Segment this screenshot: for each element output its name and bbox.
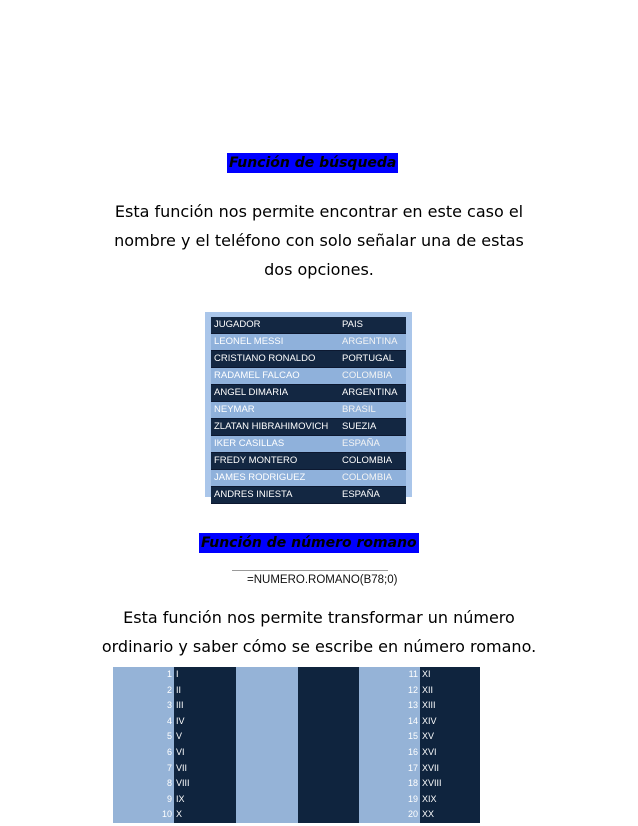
player-name-cell: ANGEL DIMARIA: [211, 385, 339, 402]
roman-numeral-cell: V: [176, 731, 183, 742]
table-row: [211, 334, 406, 351]
heading-romano: Función de número romano: [201, 535, 417, 551]
table-row: [211, 453, 406, 470]
player-name-cell: JAMES RODRIGUEZ: [211, 470, 339, 487]
roman-numeral-cell: IV: [176, 715, 185, 726]
roman-numeral-cell: I: [176, 669, 179, 679]
table-row: [211, 436, 406, 453]
player-country-cell: BRASIL: [339, 402, 406, 419]
player-country-cell: ARGENTINA: [339, 334, 406, 351]
player-country-cell: ESPAÑA: [339, 487, 406, 504]
table-row: [211, 487, 406, 504]
player-country-cell: ARGENTINA: [339, 385, 406, 402]
roman-number-cell: 17: [407, 762, 418, 773]
roman-number-cell: 3: [166, 700, 172, 711]
player-country-cell: COLOMBIA: [339, 453, 406, 470]
roman-col-left-romans: [174, 667, 236, 823]
roman-numeral-cell: XI: [422, 669, 431, 679]
roman-numeral-cell: XIX: [422, 793, 437, 804]
roman-numeral-cell: XVI: [422, 746, 437, 757]
formula-text: =NUMERO.ROMANO(B78;0): [247, 574, 398, 586]
player-name-cell: LEONEL MESSI: [211, 334, 339, 351]
table-row: [211, 368, 406, 385]
table-row: [211, 351, 406, 368]
table-row: [211, 385, 406, 402]
formula-bar-divider: [232, 570, 388, 571]
roman-number-cell: 14: [407, 715, 418, 726]
players-header-row: [211, 317, 406, 334]
roman-numeral-cell: III: [176, 700, 184, 711]
paragraph-line: Esta función nos permite transformar un número: [123, 608, 515, 627]
roman-number-cell: 19: [407, 793, 418, 804]
paragraph-busqueda: [0, 197, 638, 284]
players-table-body: [211, 317, 406, 504]
players-table: [211, 317, 406, 504]
roman-col-empty: [236, 667, 298, 823]
roman-number-cell: 4: [166, 715, 172, 726]
roman-numeral-cell: VIII: [176, 778, 190, 789]
roman-number-cell: 5: [166, 731, 172, 742]
roman-number-cell: 8: [166, 778, 172, 789]
player-name-cell: ZLATAN HIBRAHIMOVICH: [211, 419, 339, 436]
roman-number-cell: 20: [407, 809, 418, 820]
roman-number-cell: 12: [407, 684, 418, 695]
roman-col-right-romans: [420, 667, 480, 823]
heading-busqueda: Función de búsqueda: [229, 155, 397, 171]
paragraph-line: nombre y el teléfono con solo señalar una de estas: [114, 231, 524, 250]
roman-number-cell: 9: [166, 793, 172, 804]
roman-col-left-numbers: [113, 667, 174, 823]
roman-numeral-cell: XV: [422, 731, 435, 742]
player-country-cell: COLOMBIA: [339, 470, 406, 487]
player-name-cell: NEYMAR: [211, 402, 339, 419]
roman-col-empty: [298, 667, 359, 823]
roman-numeral-cell: XVIII: [422, 778, 442, 789]
paragraph-line: dos opciones.: [264, 260, 374, 279]
roman-numeral-cell: X: [176, 809, 183, 820]
roman-numeral-cell: XVII: [422, 762, 440, 773]
player-country-cell: SUEZIA: [339, 419, 406, 436]
roman-numeral-cell: XII: [422, 684, 434, 695]
roman-numeral-cell: XIII: [422, 700, 436, 711]
player-name-cell: ANDRES INIESTA: [211, 487, 339, 504]
roman-number-cell: 2: [166, 684, 172, 695]
roman-number-cell: 6: [166, 746, 172, 757]
roman-numeral-cell: II: [176, 684, 182, 695]
roman-number-cell: 18: [407, 778, 418, 789]
table-row: [211, 419, 406, 436]
player-name-cell: RADAMEL FALCAO: [211, 368, 339, 385]
player-country-cell: COLOMBIA: [339, 368, 406, 385]
player-country-cell: ESPAÑA: [339, 436, 406, 453]
roman-number-cell: 10: [161, 809, 172, 820]
table-row: [211, 402, 406, 419]
roman-numeral-table: [113, 667, 480, 823]
player-name-cell: JUGADOR: [211, 317, 339, 334]
player-country-cell: PAIS: [339, 317, 406, 334]
roman-col-right-numbers: [359, 667, 420, 823]
roman-number-cell: 13: [407, 700, 418, 711]
player-name-cell: FREDY MONTERO: [211, 453, 339, 470]
paragraph-line: ordinario y saber cómo se escribe en número romano.: [101, 637, 537, 656]
roman-numeral-cell: VII: [176, 762, 188, 773]
player-name-cell: IKER CASILLAS: [211, 436, 339, 453]
paragraph-line: Esta función nos permite encontrar en este caso el: [114, 202, 524, 221]
roman-number-cell: 7: [166, 762, 172, 773]
roman-numeral-cell: XIV: [422, 715, 437, 726]
roman-numeral-cell: XX: [422, 809, 435, 820]
roman-number-cell: 1: [166, 669, 172, 679]
roman-numeral-cell: IX: [176, 793, 185, 804]
player-name-cell: CRISTIANO RONALDO: [211, 351, 339, 368]
paragraph-romano: [0, 603, 638, 661]
roman-number-cell: 15: [407, 731, 418, 742]
player-country-cell: PORTUGAL: [339, 351, 406, 368]
roman-number-cell: 16: [407, 746, 418, 757]
table-row: [211, 470, 406, 487]
roman-number-cell: 11: [408, 669, 418, 679]
roman-numeral-cell: VI: [176, 746, 185, 757]
